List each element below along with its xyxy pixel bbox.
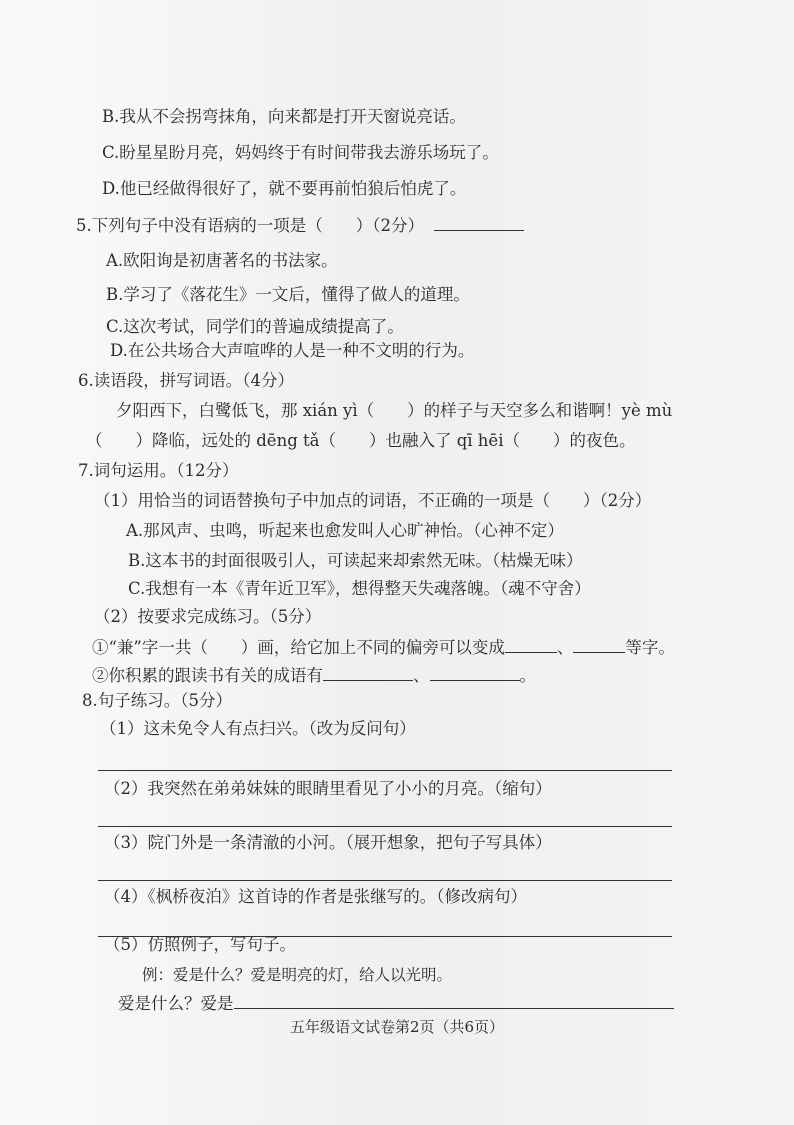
q7-2b-suffix: 。	[519, 666, 536, 685]
q5-option-b: B.学习了《落花生》一文后，懂得了做人的道理。	[106, 285, 470, 304]
q8-item-4: （4）《枫桥夜泊》这首诗的作者是张继写的。（修改病句）	[104, 887, 527, 906]
q7-2b-text: ②你积累的跟读书有关的成语有	[92, 666, 323, 685]
q7-part-2-item-1	[92, 636, 675, 659]
option-b-line: B.我从不会拐弯抹角，向来都是打开天窗说亮话。	[102, 107, 466, 126]
q8-item-5: （5）仿照例子，写句子。	[104, 935, 296, 954]
answer-line[interactable]	[98, 880, 672, 881]
option-c-line: C.盼星星盼月亮，妈妈终于有时间带我去游乐场玩了。	[102, 143, 499, 162]
q5-option-a: A.欧阳询是初唐著名的书法家。	[106, 251, 338, 270]
answer-blank[interactable]	[430, 664, 520, 681]
answer-blank[interactable]	[505, 636, 557, 653]
question-5	[76, 214, 524, 237]
q7-part-1: （1）用恰当的词语替换句子中加点的词语，不正确的一项是（ ）（2分）	[94, 491, 652, 510]
q8-item-2: （2）我突然在弟弟妹妹的眼睛里看见了小小的月亮。（缩句）	[104, 779, 552, 798]
q7-option-c: C.我想有一本《青年近卫军》，想得整天失魂落魄。（魂不守舍）	[128, 579, 591, 598]
q6-text-line-2: （ ）降临，远处的 dēng tǎ（ ）也融入了 qī hēi（ ）的夜色。	[86, 431, 636, 450]
separator: 、	[413, 666, 430, 685]
question-7: 7.词句运用。（12分）	[78, 461, 239, 480]
q5-option-c: C.这次考试，同学们的普遍成绩提高了。	[106, 317, 404, 336]
q8-answer-text: 爱是什么？爱是	[118, 994, 234, 1013]
question-8: 8.句子练习。（5分）	[82, 691, 232, 710]
q7-part-2-item-2	[92, 664, 536, 687]
answer-line[interactable]	[98, 826, 672, 827]
separator: 、	[556, 638, 574, 657]
q8-answer-prompt	[118, 992, 674, 1015]
answer-blank[interactable]	[573, 636, 625, 653]
q8-example: 例：爱是什么？爱是明亮的灯，给人以光明。	[142, 966, 453, 984]
q7-2a-suffix: 等字。	[625, 638, 675, 657]
answer-blank[interactable]	[234, 992, 674, 1009]
bleed-through-text	[610, 88, 615, 106]
question-6: 6.读语段，拼写词语。（4分）	[78, 371, 294, 390]
q7-option-a: A.那风声、虫鸣，听起来也愈发叫人心旷神怡。（心神不定）	[126, 521, 564, 540]
q7-2a-text: ①“兼”字一共（ ）画，给它加上不同的偏旁可以变成	[92, 638, 505, 657]
question-5-text: 5.下列句子中没有语病的一项是（ ）（2分）	[76, 216, 424, 235]
answer-blank[interactable]	[323, 664, 413, 681]
q7-option-b: B.这本书的封面很吸引人，可读起来却索然无味。（枯燥无味）	[128, 551, 583, 570]
q6-text-line-1: 夕阳西下，白鹭低飞，那 xián yì（ ）的样子与天空多么和谐啊！yè mù	[116, 401, 673, 420]
option-d-line: D.他已经做得很好了，就不要再前怕狼后怕虎了。	[102, 179, 467, 198]
answer-blank[interactable]	[434, 214, 524, 231]
q5-option-d: D.在公共场合大声喧哗的人是一种不文明的行为。	[110, 341, 475, 360]
answer-line[interactable]	[98, 770, 672, 771]
q8-item-3: （3）院门外是一条清澈的小河。（展开想象，把句子写具体）	[104, 833, 552, 852]
q8-item-1: （1）这未免令人有点扫兴。（改为反问句）	[100, 719, 416, 738]
page-footer: 五年级语文试卷第2页（共6页）	[289, 1018, 505, 1036]
q7-part-2: （2）按要求完成练习。（5分）	[94, 607, 322, 626]
